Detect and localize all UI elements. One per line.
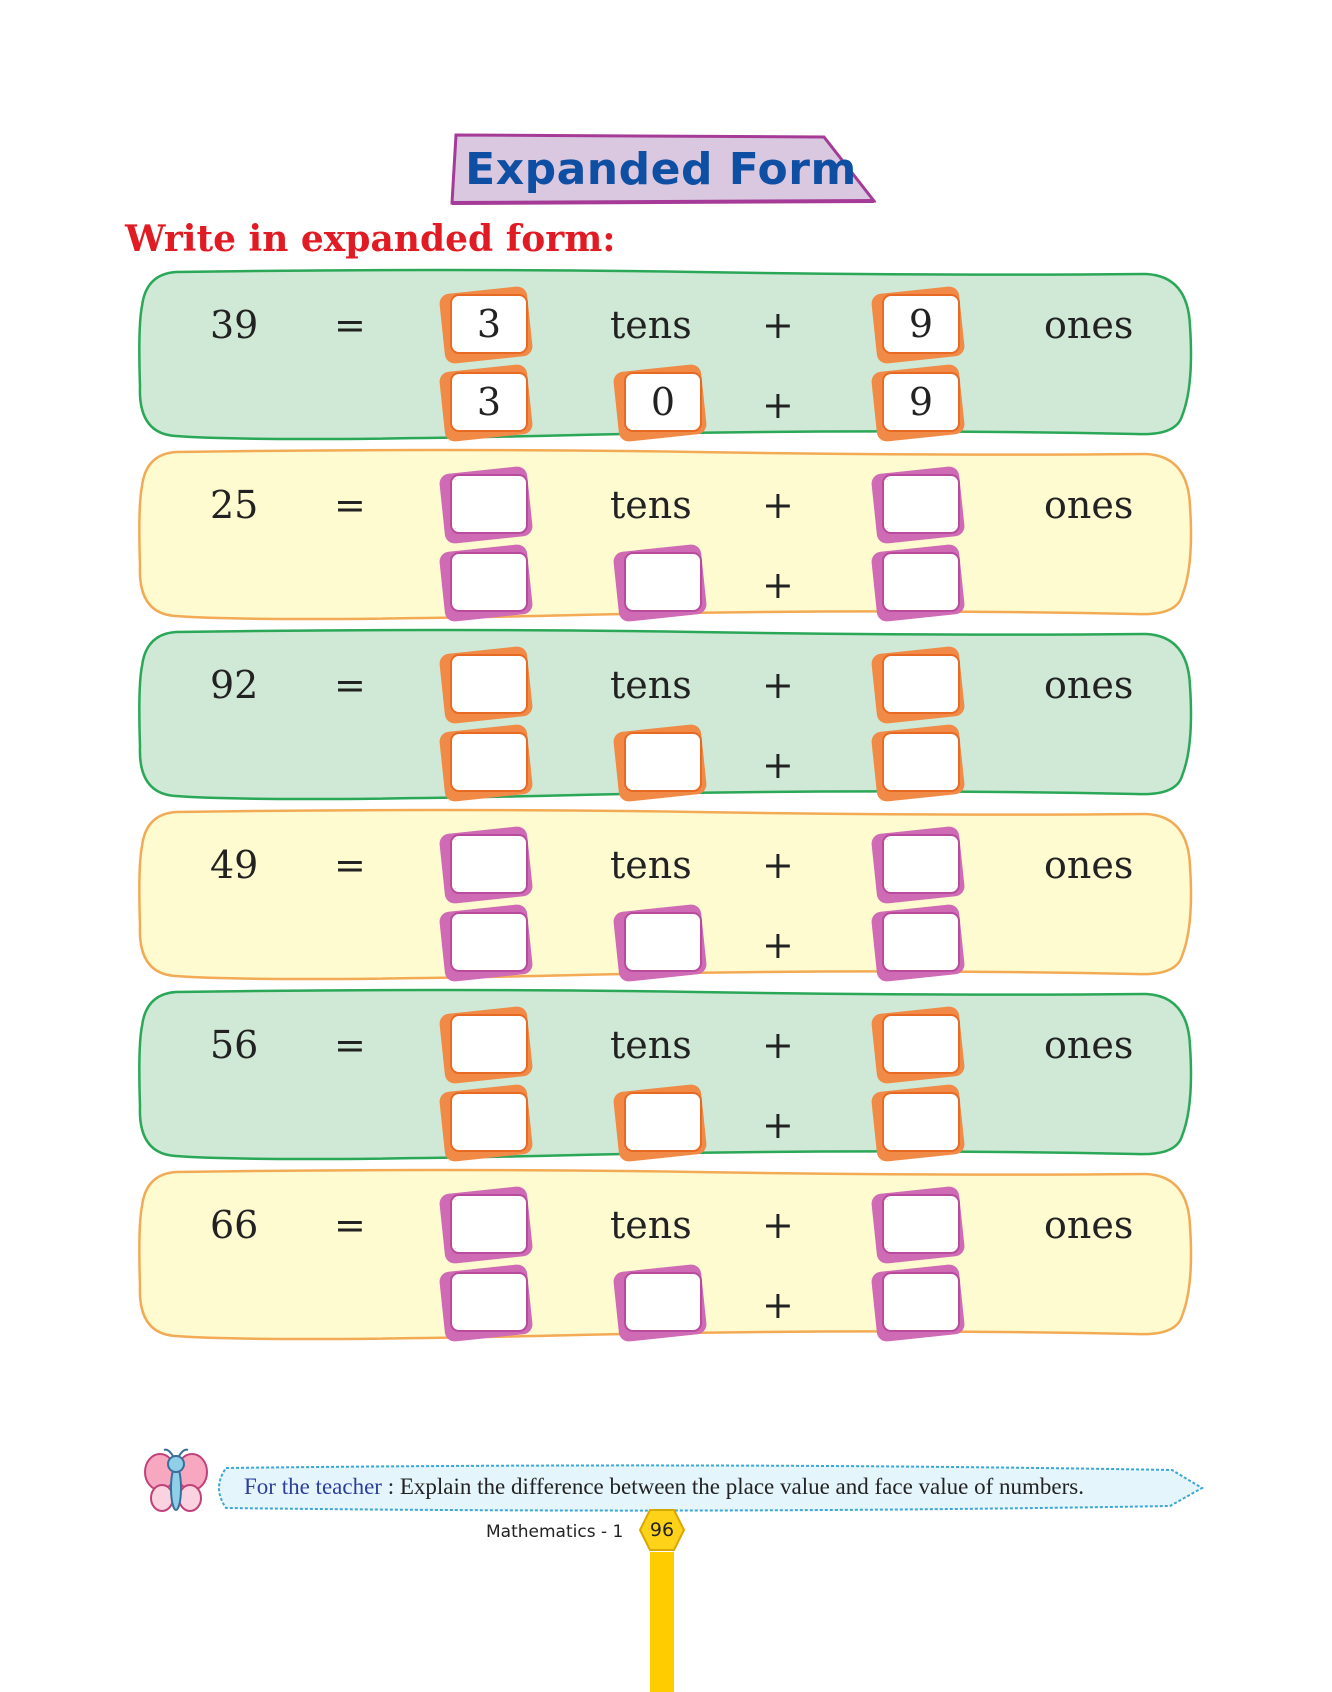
page-title: Expanded Form [465, 143, 857, 195]
expanded-ones-box[interactable] [882, 1092, 960, 1152]
plus-sign: + [762, 923, 794, 967]
plus-sign: + [762, 303, 794, 347]
ones-digit-box[interactable] [882, 834, 960, 894]
ones-label: ones [1044, 483, 1134, 527]
ones-label: ones [1044, 1023, 1134, 1067]
plus-sign: + [762, 1283, 794, 1327]
teacher-note-text [244, 1474, 1084, 1500]
tens-digit-box[interactable] [450, 1014, 528, 1074]
number-value: 92 [210, 663, 259, 707]
plus-sign: + [762, 663, 794, 707]
exercise-row [136, 266, 1196, 446]
tens-digit-box[interactable]: 3 [450, 294, 528, 354]
ones-label: ones [1044, 303, 1134, 347]
number-value: 56 [210, 1023, 259, 1067]
plus-sign: + [762, 1023, 794, 1067]
ones-digit-box[interactable] [882, 474, 960, 534]
ones-digit-box[interactable] [882, 654, 960, 714]
exercise-row [136, 986, 1196, 1166]
expanded-tens-box-2[interactable] [624, 1272, 702, 1332]
number-value: 49 [210, 843, 259, 887]
expanded-tens-box-1[interactable] [450, 1272, 528, 1332]
expanded-tens-box-2[interactable] [624, 912, 702, 972]
expanded-ones-box[interactable] [882, 1272, 960, 1332]
ones-label: ones [1044, 663, 1134, 707]
page-number: 96 [649, 1519, 675, 1541]
expanded-tens-box-2[interactable] [624, 732, 702, 792]
ones-label: ones [1044, 1203, 1134, 1247]
plus-sign: + [762, 743, 794, 787]
plus-sign: + [762, 383, 794, 427]
tens-label: tens [610, 843, 692, 887]
exercise-row [136, 446, 1196, 626]
tens-label: tens [610, 483, 692, 527]
expanded-tens-box-1[interactable] [450, 552, 528, 612]
expanded-tens-box-1[interactable] [450, 912, 528, 972]
tens-label: tens [610, 303, 692, 347]
plus-sign: + [762, 563, 794, 607]
tens-label: tens [610, 1023, 692, 1067]
expanded-tens-box-2[interactable] [624, 552, 702, 612]
exercise-row [136, 1166, 1196, 1346]
teacher-note-label: For the teacher [244, 1474, 382, 1499]
teacher-note [212, 1464, 1204, 1512]
expanded-tens-box-1[interactable] [450, 1092, 528, 1152]
number-value: 25 [210, 483, 259, 527]
ones-digit-box[interactable]: 9 [882, 294, 960, 354]
title-banner [446, 131, 876, 207]
exercise-row [136, 806, 1196, 986]
number-value: 39 [210, 303, 259, 347]
tens-label: tens [610, 1203, 692, 1247]
equals-sign: = [334, 1023, 366, 1067]
tens-digit-box[interactable] [450, 474, 528, 534]
exercise-row [136, 626, 1196, 806]
equals-sign: = [334, 663, 366, 707]
tens-digit-box[interactable] [450, 1194, 528, 1254]
butterfly-icon [144, 1448, 208, 1522]
equals-sign: = [334, 483, 366, 527]
tens-label: tens [610, 663, 692, 707]
plus-sign: + [762, 843, 794, 887]
expanded-ones-box[interactable]: 9 [882, 372, 960, 432]
ones-digit-box[interactable] [882, 1194, 960, 1254]
teacher-note-body: : Explain the difference between the place value and face value of numbers. [381, 1474, 1084, 1499]
ones-digit-box[interactable] [882, 1014, 960, 1074]
equals-sign: = [334, 1203, 366, 1247]
equals-sign: = [334, 843, 366, 887]
ones-label: ones [1044, 843, 1134, 887]
tens-digit-box[interactable] [450, 654, 528, 714]
pencil-decoration [650, 1552, 674, 1692]
number-value: 66 [210, 1203, 259, 1247]
tens-digit-box[interactable] [450, 834, 528, 894]
plus-sign: + [762, 483, 794, 527]
expanded-tens-box-2[interactable]: 0 [624, 372, 702, 432]
instruction-text: Write in expanded form: [125, 218, 616, 260]
plus-sign: + [762, 1203, 794, 1247]
expanded-ones-box[interactable] [882, 732, 960, 792]
expanded-tens-box-1[interactable]: 3 [450, 372, 528, 432]
plus-sign: + [762, 1103, 794, 1147]
expanded-ones-box[interactable] [882, 912, 960, 972]
equals-sign: = [334, 303, 366, 347]
expanded-ones-box[interactable] [882, 552, 960, 612]
footer-book-title: Mathematics - 1 [486, 1522, 624, 1542]
expanded-tens-box-2[interactable] [624, 1092, 702, 1152]
expanded-tens-box-1[interactable] [450, 732, 528, 792]
